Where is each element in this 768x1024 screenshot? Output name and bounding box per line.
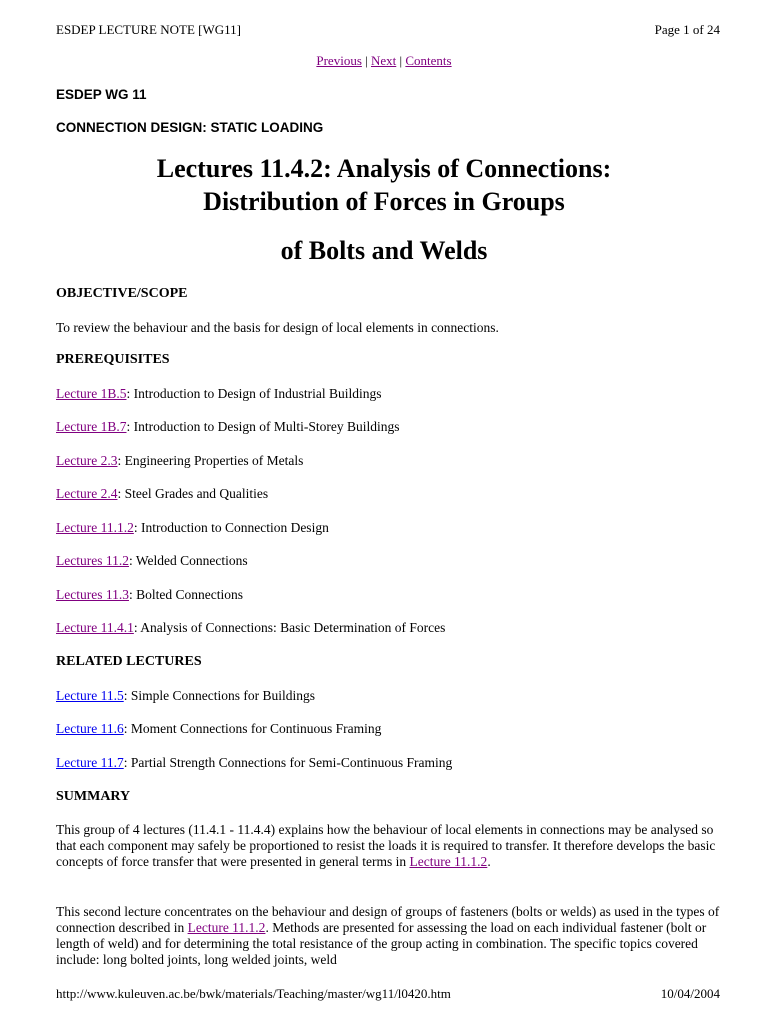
related-link[interactable]: Lecture 11.7: [56, 755, 124, 770]
footer-date: 10/04/2004: [660, 986, 720, 1001]
prerequisite-item: [56, 587, 243, 603]
prerequisite-item: [56, 419, 399, 435]
summary-paragraph-1: [56, 822, 721, 870]
prerequisite-item: [56, 486, 268, 502]
summary-heading: SUMMARY: [56, 789, 131, 804]
prerequisite-link[interactable]: Lecture 2.3: [56, 453, 118, 468]
prerequisite-item: [56, 386, 381, 402]
series-heading: ESDEP WG 11: [56, 87, 147, 102]
related-link[interactable]: Lecture 11.6: [56, 721, 124, 736]
summary-link[interactable]: Lecture 11.1.2: [187, 920, 266, 935]
related-text: : Simple Connections for Buildings: [123, 688, 315, 703]
summary-paragraph-2: [56, 904, 721, 968]
prerequisite-text: : Bolted Connections: [128, 587, 243, 602]
prerequisite-text: : Introduction to Design of Industrial Buildings: [126, 386, 382, 401]
page-title-line-2: Distribution of Forces in Groups: [203, 187, 565, 216]
prerequisite-text: : Introduction to Design of Multi-Storey Buildings: [126, 419, 400, 434]
summary-text: This second lecture concentrates on the behaviour and design of groups of fasteners (bolts or welds) as used in the types of connection described in: [56, 904, 720, 935]
related-link[interactable]: Lecture 11.5: [56, 688, 124, 703]
contents-link[interactable]: Contents: [405, 53, 452, 68]
previous-link[interactable]: Previous: [316, 53, 362, 68]
prerequisite-link[interactable]: Lectures 11.2: [56, 553, 129, 568]
header-title: ESDEP LECTURE NOTE [WG11]: [56, 22, 241, 37]
prerequisite-link[interactable]: Lecture 1B.5: [56, 386, 127, 401]
prerequisite-link[interactable]: Lecture 2.4: [56, 486, 118, 501]
prerequisite-text: : Introduction to Connection Design: [133, 520, 329, 535]
objective-text: To review the behaviour and the basis for design of local elements in connections.: [56, 320, 499, 335]
prerequisite-item: [56, 620, 445, 636]
prerequisite-text: : Engineering Properties of Metals: [117, 453, 304, 468]
nav-separator: |: [361, 53, 371, 68]
related-lectures-heading: RELATED LECTURES: [56, 654, 202, 669]
prerequisite-item: [56, 520, 329, 536]
summary-text: .: [487, 854, 491, 869]
prerequisite-text: : Analysis of Connections: Basic Determination of Forces: [133, 620, 446, 635]
prerequisite-item: [56, 553, 248, 569]
related-item: [56, 755, 452, 771]
prerequisite-link[interactable]: Lectures 11.3: [56, 587, 129, 602]
prerequisite-text: : Welded Connections: [128, 553, 248, 568]
nav-separator: |: [396, 53, 406, 68]
footer-url: http://www.kuleuven.ac.be/bwk/materials/Teaching/master/wg11/l0420.htm: [56, 986, 451, 1001]
prerequisite-link[interactable]: Lecture 1B.7: [56, 419, 127, 434]
summary-text: . Methods are presented for assessing the load on each individual fastener (bolt or length of weld) and for determining the total resistance of the group acting in combination. The specific topics covered include: long bolted joints, long welded joints, weld: [56, 920, 707, 967]
nav-links: [0, 53, 768, 69]
page-title-line-1: Lectures 11.4.2: Analysis of Connections:: [156, 154, 612, 183]
prerequisite-text: : Steel Grades and Qualities: [117, 486, 269, 501]
summary-text: This group of 4 lectures (11.4.1 - 11.4.4) explains how the behaviour of local elements in connections may be analysed so that each component may safely be proportioned to resist the loads it is required to transfer. It therefore develops the basic concepts of force transfer that were presented in general terms in: [56, 822, 716, 869]
related-item: [56, 688, 315, 704]
prerequisite-link[interactable]: Lecture 11.4.1: [56, 620, 134, 635]
prerequisites-heading: PREREQUISITES: [56, 352, 170, 367]
summary-link[interactable]: Lecture 11.1.2: [409, 854, 488, 869]
page-number: Page 1 of 24: [654, 22, 720, 37]
prerequisite-item: [56, 453, 303, 469]
objective-heading: OBJECTIVE/SCOPE: [56, 286, 188, 301]
prerequisite-link[interactable]: Lecture 11.1.2: [56, 520, 134, 535]
subject-heading: CONNECTION DESIGN: STATIC LOADING: [56, 120, 324, 135]
related-text: : Moment Connections for Continuous Framing: [123, 721, 382, 736]
page-title-line-3: of Bolts and Welds: [280, 236, 488, 265]
related-text: : Partial Strength Connections for Semi-Continuous Framing: [123, 755, 453, 770]
next-link[interactable]: Next: [370, 53, 397, 68]
related-item: [56, 721, 381, 737]
